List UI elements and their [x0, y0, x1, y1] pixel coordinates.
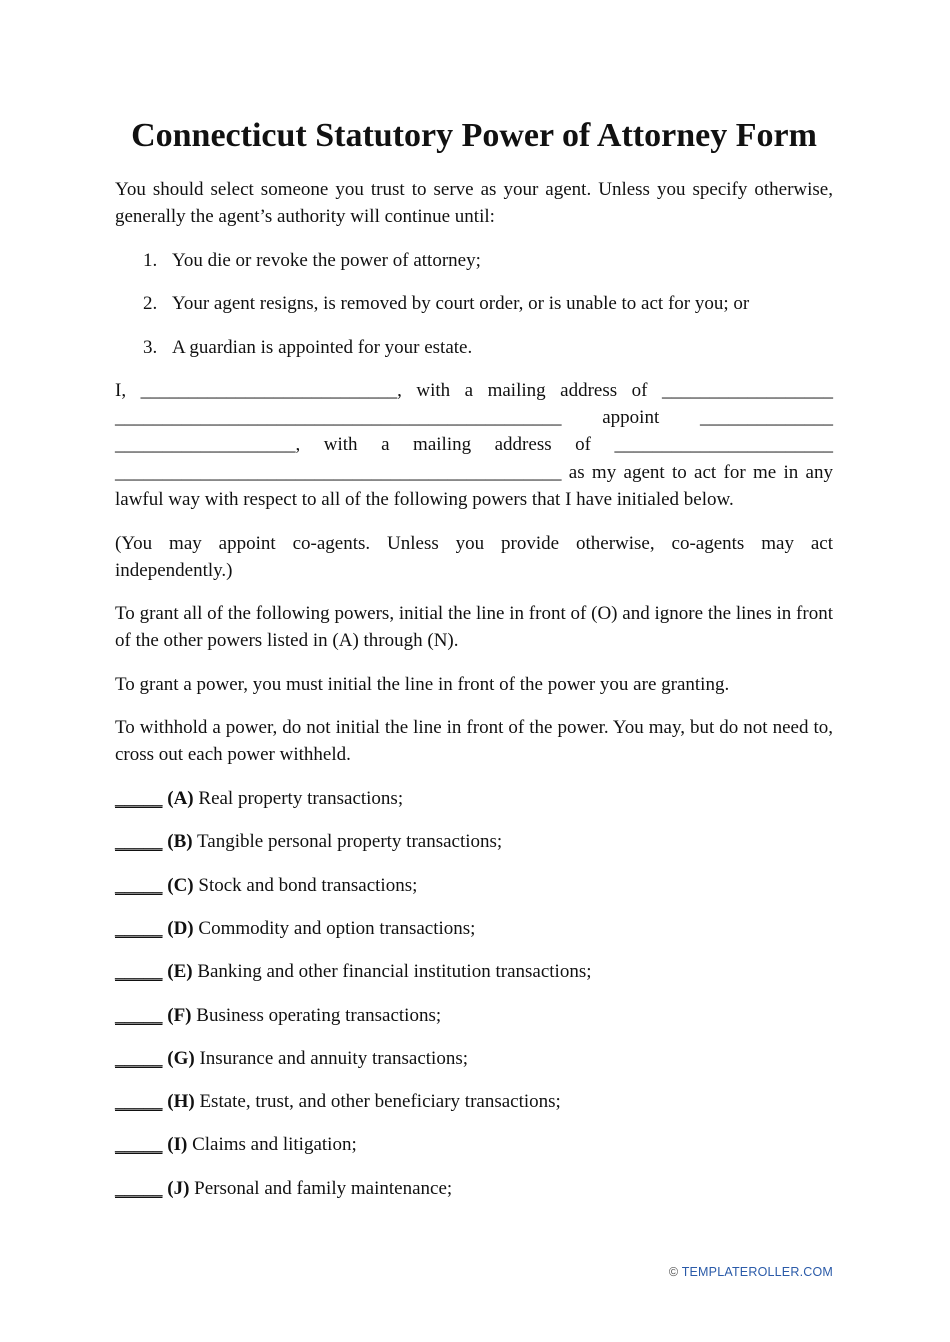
document-title: Connecticut Statutory Power of Attorney Form [131, 117, 817, 154]
initial-blank: _____ [115, 918, 163, 939]
power-item-d [115, 915, 475, 942]
footer-credit[interactable] [669, 1265, 833, 1279]
power-letter: (F) [167, 1005, 192, 1026]
power-text: Banking and other financial institution transactions; [197, 961, 592, 982]
condition-number: 1. [143, 250, 158, 271]
power-text: Claims and litigation; [192, 1134, 357, 1155]
power-item-b [115, 828, 502, 855]
power-text: Tangible personal property transactions; [197, 831, 503, 852]
power-letter: (E) [167, 961, 193, 982]
power-letter: (J) [167, 1178, 190, 1199]
instruction-withhold-paragraph: To withhold a power, do not initial the line in front of the power. You may, but do not need to, cross out each power withheld. [115, 717, 833, 765]
condition-number: 2. [143, 293, 158, 314]
appointment-line-4: _______________________________________________ as my agent to act for me in any [115, 462, 833, 483]
initial-blank: _____ [115, 875, 163, 896]
initial-blank: _____ [115, 961, 163, 982]
copyright-icon: © [668, 1265, 679, 1279]
condition-number: 3. [143, 337, 158, 358]
initial-blank: _____ [115, 1048, 163, 1069]
power-item-i [115, 1131, 357, 1158]
intro-paragraph: You should select someone you trust to serve as your agent. Unless you specify otherwise, generally the agent’s authority will continue until: [115, 179, 833, 227]
initial-blank: _____ [115, 1178, 163, 1199]
condition-item-3 [115, 334, 833, 361]
condition-item-2 [115, 290, 833, 317]
power-text: Personal and family maintenance; [194, 1178, 453, 1199]
appointment-line-3: ___________________, with a mailing address of _______________________ [115, 434, 833, 455]
power-letter: (C) [167, 875, 194, 896]
power-item-g [115, 1045, 468, 1072]
instruction-all-paragraph: To grant all of the following powers, initial the line in front of (O) and ignore the lines in front of the other powers listed in (A) through (N). [115, 603, 833, 651]
initial-blank: _____ [115, 1005, 163, 1026]
power-item-f [115, 1002, 441, 1029]
instruction-grant-paragraph: To grant a power, you must initial the line in front of the power you are granting. [115, 674, 730, 695]
condition-text: You die or revoke the power of attorney; [172, 250, 481, 271]
power-item-h [115, 1088, 561, 1115]
power-letter: (D) [167, 918, 194, 939]
initial-blank: _____ [115, 1134, 163, 1155]
footer-site-link[interactable]: TEMPLATEROLLER.COM [681, 1265, 833, 1279]
appointment-line-2: _______________________________________________ appoint ______________ [115, 407, 833, 428]
appointment-line-5: lawful way with respect to all of the following powers that I have initialed below. [115, 489, 734, 510]
appointment-line-1: I, ___________________________, with a mailing address of __________________ [115, 380, 833, 401]
power-item-j [115, 1175, 452, 1202]
power-letter: (H) [167, 1091, 195, 1112]
coagents-paragraph: (You may appoint co-agents. Unless you provide otherwise, co-agents may act independently.) [115, 533, 833, 581]
condition-item-1 [115, 247, 833, 274]
initial-blank: _____ [115, 831, 163, 852]
power-letter: (A) [167, 788, 194, 809]
power-item-a [115, 785, 403, 812]
power-text: Insurance and annuity transactions; [199, 1048, 468, 1069]
power-text: Real property transactions; [198, 788, 404, 809]
power-text: Commodity and option transactions; [198, 918, 476, 939]
initial-blank: _____ [115, 1091, 163, 1112]
power-letter: (B) [167, 831, 193, 852]
power-letter: (I) [167, 1134, 188, 1155]
initial-blank: _____ [115, 788, 163, 809]
power-text: Business operating transactions; [196, 1005, 442, 1026]
power-item-c [115, 872, 417, 899]
condition-text: Your agent resigns, is removed by court order, or is unable to act for you; or [172, 293, 750, 314]
power-item-e [115, 958, 592, 985]
power-text: Estate, trust, and other beneficiary transactions; [199, 1091, 561, 1112]
power-text: Stock and bond transactions; [198, 875, 418, 896]
power-letter: (G) [167, 1048, 195, 1069]
condition-text: A guardian is appointed for your estate. [172, 337, 473, 358]
